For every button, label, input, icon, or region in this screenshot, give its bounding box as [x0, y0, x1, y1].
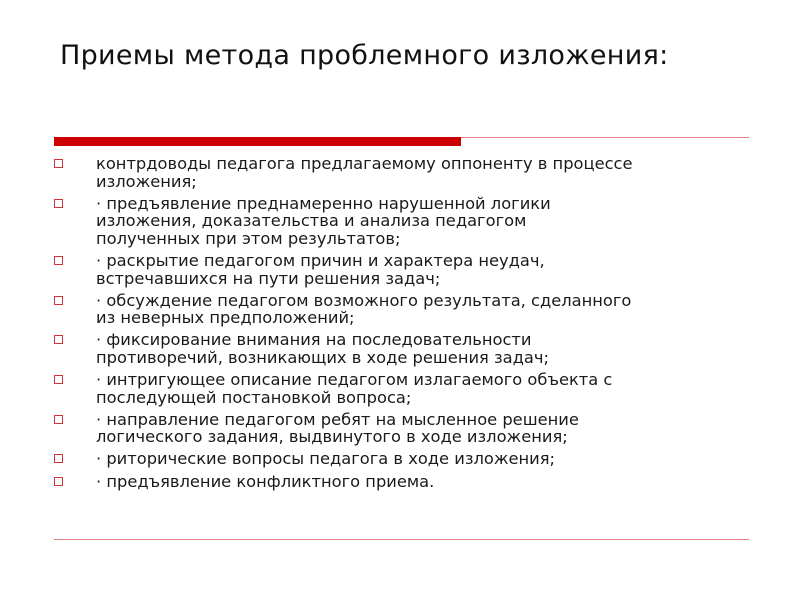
list-item [54, 292, 754, 327]
square-bullet-icon [54, 159, 63, 168]
square-bullet-icon [54, 375, 63, 384]
list-item [54, 195, 754, 248]
slide-title: Приемы метода проблемного изложения: [60, 40, 669, 71]
square-bullet-icon [54, 415, 63, 424]
list-item-text: · предъявление конфликтного приема. [96, 471, 435, 491]
square-bullet-icon [54, 454, 63, 463]
bullet-list [54, 155, 754, 495]
list-item-text: · обсуждение педагогом возможного результата, сделанного из неверных предположений; [96, 290, 632, 328]
list-item [54, 371, 754, 406]
list-item [54, 411, 754, 446]
square-bullet-icon [54, 477, 63, 486]
list-item [54, 450, 754, 468]
list-item-text: · риторические вопросы педагога в ходе изложения; [96, 449, 556, 469]
square-bullet-icon [54, 335, 63, 344]
square-bullet-icon [54, 199, 63, 208]
square-bullet-icon [54, 296, 63, 305]
list-item-text: · направление педагогом ребят на мысленное решение логического задания, выдвинутого в ходе изложения; [96, 409, 579, 447]
list-item-text: · интригующее описание педагогом излагаемого объекта с последующей постановкой вопроса; [96, 370, 613, 407]
list-item [54, 155, 754, 190]
list-item-text: · раскрытие педагогом причин и характера неудач, встречавшихся на пути решения задач; [96, 250, 545, 288]
square-bullet-icon [54, 256, 63, 265]
list-item [54, 331, 754, 366]
list-item [54, 252, 754, 287]
list-item-text: контрдоводы педагога предлагаемому оппоненту в процессе изложения; [96, 154, 633, 191]
list-item-text: · предъявление преднамеренно нарушенной логики изложения, доказательства и анализа педагогом полученных при этом результатов; [96, 193, 551, 248]
bottom-divider [54, 539, 749, 540]
list-item [54, 473, 754, 491]
list-item-text: · фиксирование внимания на последовательности противоречий, возникающих в ходе решения задач; [96, 330, 549, 367]
top-divider-accent [54, 137, 461, 146]
